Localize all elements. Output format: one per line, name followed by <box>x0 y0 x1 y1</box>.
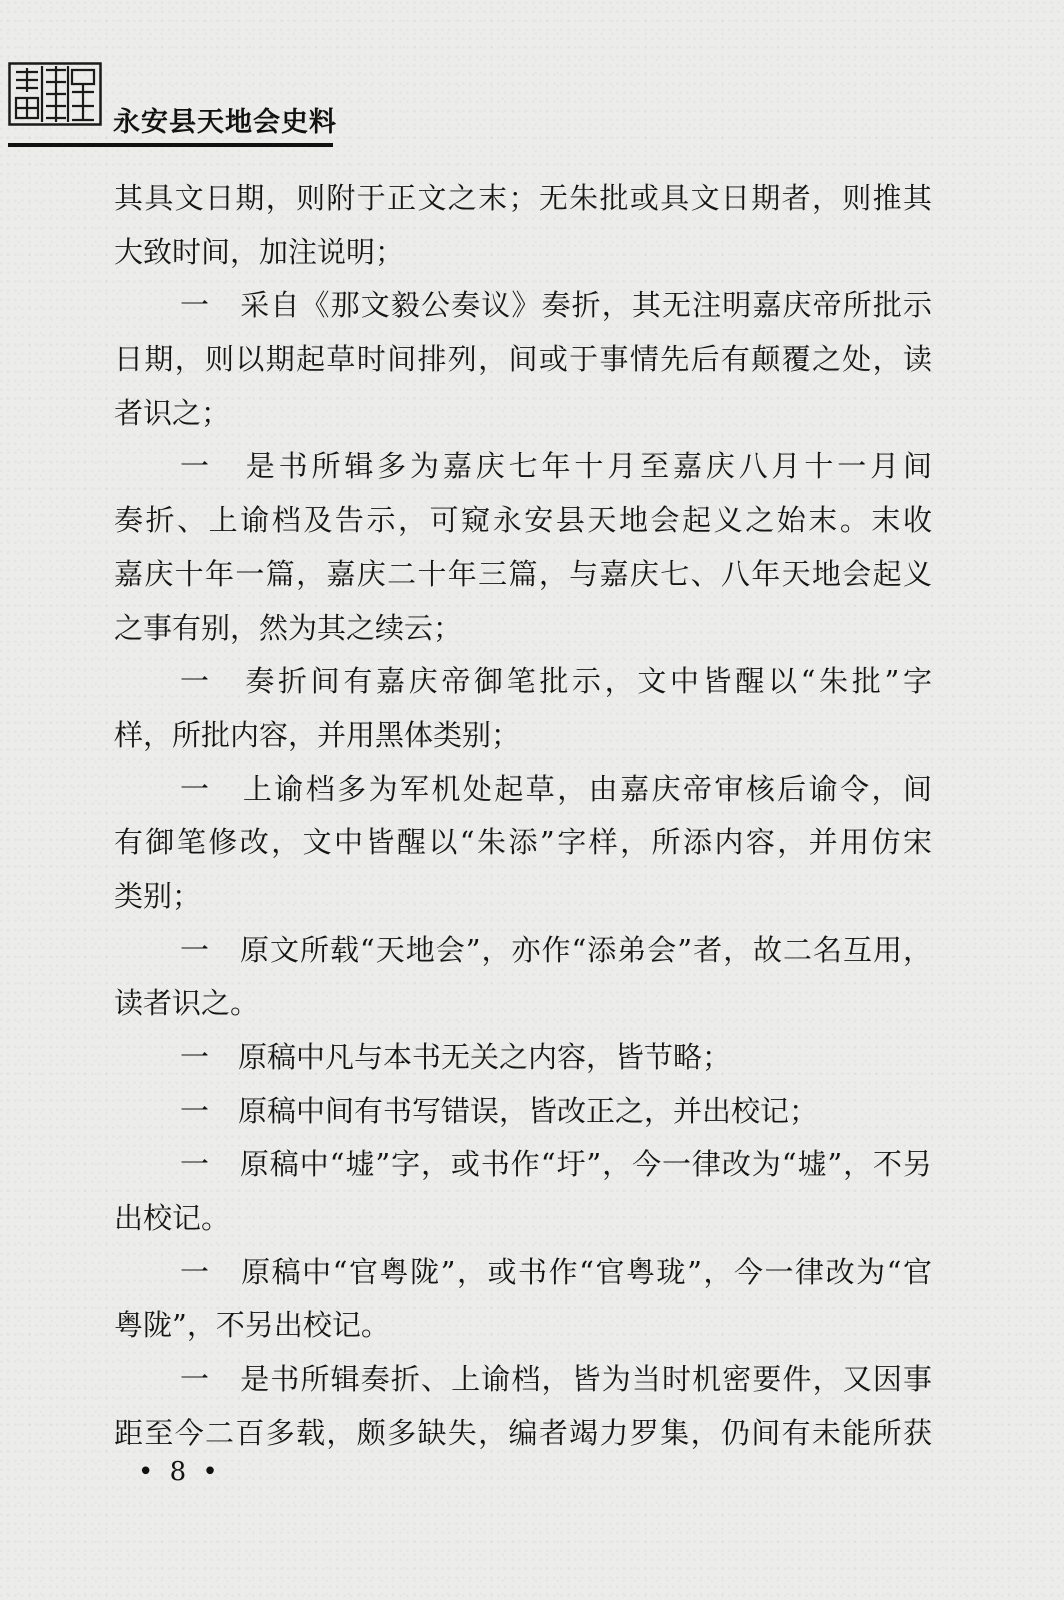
text-line: 粤陇”，不另出校记。 <box>114 1308 390 1343</box>
text-line: 距至今二百多载，颇多缺失，编者竭力罗集，仍间有未能所获 <box>114 1415 932 1450</box>
text-line: 之事有别，然为其之续云； <box>114 610 463 645</box>
text-line: 一 原稿中“墟”字，或书作“圩”，今一律改为“墟”，不另 <box>180 1147 932 1182</box>
text-line: 大致时间，加注说明； <box>114 234 405 269</box>
text-line: 嘉庆十年一篇，嘉庆二十年三篇，与嘉庆七、八年天地会起义 <box>114 556 932 591</box>
seal-stamp-logo <box>8 62 102 126</box>
text-line: 读者识之。 <box>114 986 260 1021</box>
text-line: 出校记。 <box>114 1201 231 1236</box>
text-line: 一 上谕档多为军机处起草，由嘉庆帝审核后谕令，间 <box>180 771 932 806</box>
text-line: 其具文日期，则附于正文之末；无朱批或具文日期者，则推其 <box>114 181 932 215</box>
text-line: 一 是书所辑奏折、上谕档，皆为当时机密要件，又因事 <box>180 1362 932 1397</box>
text-line: 有御笔修改，文中皆醒以“朱添”字样，所添内容，并用仿宋 <box>114 825 932 860</box>
text-line: 一 原文所载“天地会”，亦作“添弟会”者，故二名互用， <box>180 932 932 967</box>
text-line: 一 原稿中间有书写错误，皆改正之，并出校记； <box>180 1093 819 1128</box>
text-line: 一 奏折间有嘉庆帝御笔批示，文中皆醒以“朱批”字 <box>180 664 932 699</box>
text-line: 类别； <box>114 878 202 913</box>
text-line: 一 原稿中“官粤陇”，或书作“官粤珑”，今一律改为“官 <box>180 1254 932 1289</box>
text-line: 者识之； <box>114 395 231 430</box>
header-rule <box>8 143 333 147</box>
text-line: 一 是书所辑多为嘉庆七年十月至嘉庆八月十一月间 <box>180 449 932 484</box>
text-line: 奏折、上谕档及告示，可窥永安县天地会起义之始末。末收 <box>114 503 932 538</box>
body-text <box>114 172 932 1461</box>
text-line: 一 采自《那文毅公奏议》奏折，其无注明嘉庆帝所批示 <box>180 288 932 323</box>
text-line: 日期，则以期起草时间排列，间或于事情先后有颠覆之处，读 <box>114 342 932 377</box>
running-title: 永安县天地会史料 <box>113 107 337 138</box>
text-line: 一 原稿中凡与本书无关之内容，皆节略； <box>180 1040 732 1074</box>
page-number: • 8 • <box>138 1457 222 1487</box>
text-line: 样，所批内容，并用黑体类别； <box>114 717 521 752</box>
